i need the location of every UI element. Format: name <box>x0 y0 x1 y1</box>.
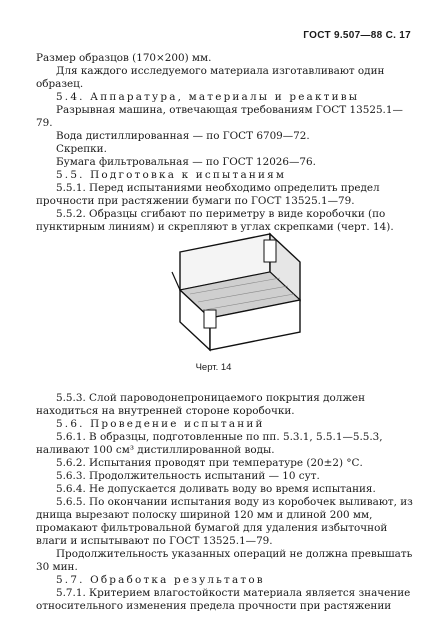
paragraph-5-6-4: 5.6.4. Не допускается доливать воду во время испытания. <box>56 483 376 495</box>
corner-fold-left <box>172 272 180 290</box>
paragraph-5-5-1: 5.5.1. Перед испытаниями необходимо определить предел прочности при растяжении бумаги по ГОСТ 13525.1—79. <box>36 182 380 207</box>
paragraph-5-7-1: 5.7.1. Критерием влагостойкости материала является значение относительного изменения предела прочности при растяжении <box>36 587 411 612</box>
paragraph-duration-limit: Продолжительность указанных операций не должна превышать 30 мин. <box>36 548 413 573</box>
section-heading-5-6: 5.6. Проведение испытаний <box>56 418 265 430</box>
paragraph-tensile-machine: Разрывная машина, отвечающая требованиям ГОСТ 13525.1—79. <box>36 104 403 129</box>
paragraph-5-5-3: 5.5.3. Слой пароводонепроницаемого покрытия должен находиться на внутренней стороне коробочки. <box>36 392 366 417</box>
paragraph-5-6-1: 5.6.1. В образцы, подготовленные по пп. 5.3.1, 5.5.1—5.5.3, наливают 100 см³ дистиллированной воды. <box>36 431 383 456</box>
page-header: ГОСТ 9.507—88 С. 17 <box>303 30 411 41</box>
paragraph-5-6-5: 5.6.5. По окончании испытания воду из коробочек выливают, из днища вырезают полоску шириной 120 мм и длиной 200 мм, промакают фильтровальной бумагой для удаления избыточной влаги и испытывают по ГОСТ 13525.1—79. <box>36 496 413 547</box>
box-diagram-figure <box>160 232 310 352</box>
section-heading-5-4: 5.4. Аппаратура, материалы и реактивы <box>56 91 360 103</box>
figure-caption: Черт. 14 <box>195 362 232 373</box>
paragraph-5-6-3: 5.6.3. Продолжительность испытаний — 10 сут. <box>56 470 320 482</box>
clip-front-left <box>204 310 216 328</box>
section-heading-5-7: 5.7. Обработка результатов <box>56 574 265 586</box>
clip-back-right <box>264 240 276 262</box>
paragraph-distilled-water: Вода дистиллированная — по ГОСТ 6709—72. <box>56 130 310 142</box>
text-block-top <box>36 52 414 234</box>
paragraph-one-sample: Для каждого исследуемого материала изготавливают один образец. <box>36 65 385 90</box>
section-heading-5-5: 5.5. Подготовка к испытаниям <box>56 169 287 181</box>
paragraph-5-6-2: 5.6.2. Испытания проводят при температуре (20±2) °С. <box>56 457 363 469</box>
text-block-bottom <box>36 392 414 613</box>
paragraph-filter-paper: Бумага фильтровальная — по ГОСТ 12026—76. <box>56 156 316 168</box>
paragraph-paper-clips: Скрепки. <box>56 143 107 155</box>
paragraph-5-5-2: 5.5.2. Образцы сгибают по периметру в виде коробочки (по пунктирным линиям) и скрепляют в углах скрепками (черт. 14). <box>36 208 394 233</box>
paragraph-sample-size: Размер образцов (170×200) мм. <box>36 52 212 64</box>
